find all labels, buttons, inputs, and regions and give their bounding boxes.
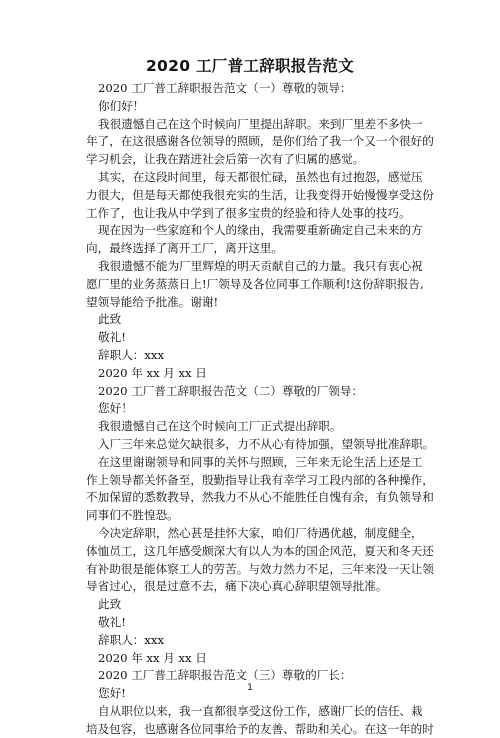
text-line: 导省过心，很是过意不去，痛下决心真心辞职望领导批准。 xyxy=(86,579,388,594)
text-line: 辞职人：xxx xyxy=(98,632,164,647)
text-line: 2020 工厂普工辞职报告范文（一）尊敬的领导： xyxy=(98,81,352,95)
text-line: 自从职位以来，我一直都很享受这份工作，感谢厂长的信任、栽 xyxy=(98,703,423,718)
text-line: 其实，在这段时间里，每天都很忙碌，虽然也有过抱怨，感觉压 xyxy=(98,169,423,184)
text-line: 培及包容，也感谢各位同事给予的友善、帮助和关心。在这一年的时 xyxy=(86,721,434,736)
text-line: 您好！ xyxy=(98,401,133,416)
text-line: 我很遗憾不能为厂里辉煌的明天贡献自己的力量。我只有衷心祝 xyxy=(98,258,423,273)
text-line: 学习机会，让我在踏进社会后第一次有了归属的感觉。 xyxy=(86,152,365,167)
text-line: 你们好！ xyxy=(98,98,145,113)
text-line: 现在因为一些家庭和个人的缘由，我需要重新确定自己未来的方 xyxy=(98,223,423,238)
text-line: 您好! xyxy=(98,686,126,701)
text-line: 体恤员工，这几年感受颇深大有以人为本的国企风范，夏天和冬天还 xyxy=(86,543,434,558)
document-title: 2020 工厂普工辞职报告范文 xyxy=(145,57,355,75)
text-line: 我很遗憾自己在这个时候向厂里提出辞职。来到厂里差不多快一 xyxy=(98,116,423,131)
text-line: 2020 年 xx 月 xx 日 xyxy=(98,650,207,665)
text-line: 敬礼! xyxy=(98,330,126,345)
text-line: 2020 工厂普工辞职报告范文（三）尊敬的厂长： xyxy=(98,668,352,683)
text-line: 2020 年 xx 月 xx 日 xyxy=(98,365,207,380)
text-line: 在这里谢谢领导和同事的关怀与照顾，三年来无论生活上还是工 xyxy=(98,454,423,469)
text-line: 有补助很是能体察工人的劳苦。与效力然力不足，三年来没一天让领 xyxy=(86,561,434,576)
text-line: 向，最终选择了离开工厂，离开这里。 xyxy=(86,241,284,256)
text-line: 愿厂里的业务蒸蒸日上!厂领导及各位同事工作顺利!这份辞职报告, xyxy=(86,276,424,291)
text-line: 今决定辞职，然心甚是挂怀大家，咱们厂待遇优越，制度健全， xyxy=(98,525,423,540)
page-number: 1 xyxy=(247,683,253,693)
text-line: 敬礼! xyxy=(98,614,126,629)
document-body xyxy=(86,80,434,738)
text-line: 我很遗憾自己在这个时候向工厂正式提出辞职。 xyxy=(98,419,342,434)
text-line: 同事们不胜惶恐。 xyxy=(86,508,179,523)
text-line: 不加保留的悉数教导，然我力不从心不能胜任自愧有余，有负领导和 xyxy=(86,490,434,505)
text-line: 辞职人：xxx xyxy=(98,347,164,362)
text-line: 作上领导都关怀备至，殷勤指导让我有幸学习工段内部的各种操作， xyxy=(86,472,434,487)
text-line: 入厂三年来总觉欠缺很多，力不从心有待加强，望领导批准辞职。 xyxy=(98,436,434,451)
text-line: 此致 xyxy=(98,312,122,327)
text-line: 此致 xyxy=(98,597,122,612)
text-line: 力很大，但是每天都使我很充实的生活，让我变得开始慢慢享受这份 xyxy=(86,187,434,202)
text-line: 工作了，也让我从中学到了很多宝贵的经验和待人处事的技巧。 xyxy=(86,205,411,220)
text-line: 望领导能给予批准。谢谢! xyxy=(86,294,219,309)
text-line: 年了，在这很感谢各位领导的照顾，是你们给了我一个又一个很好的 xyxy=(86,134,434,149)
text-line: 2020 工厂普工辞职报告范文（二）尊敬的厂领导： xyxy=(98,383,364,398)
